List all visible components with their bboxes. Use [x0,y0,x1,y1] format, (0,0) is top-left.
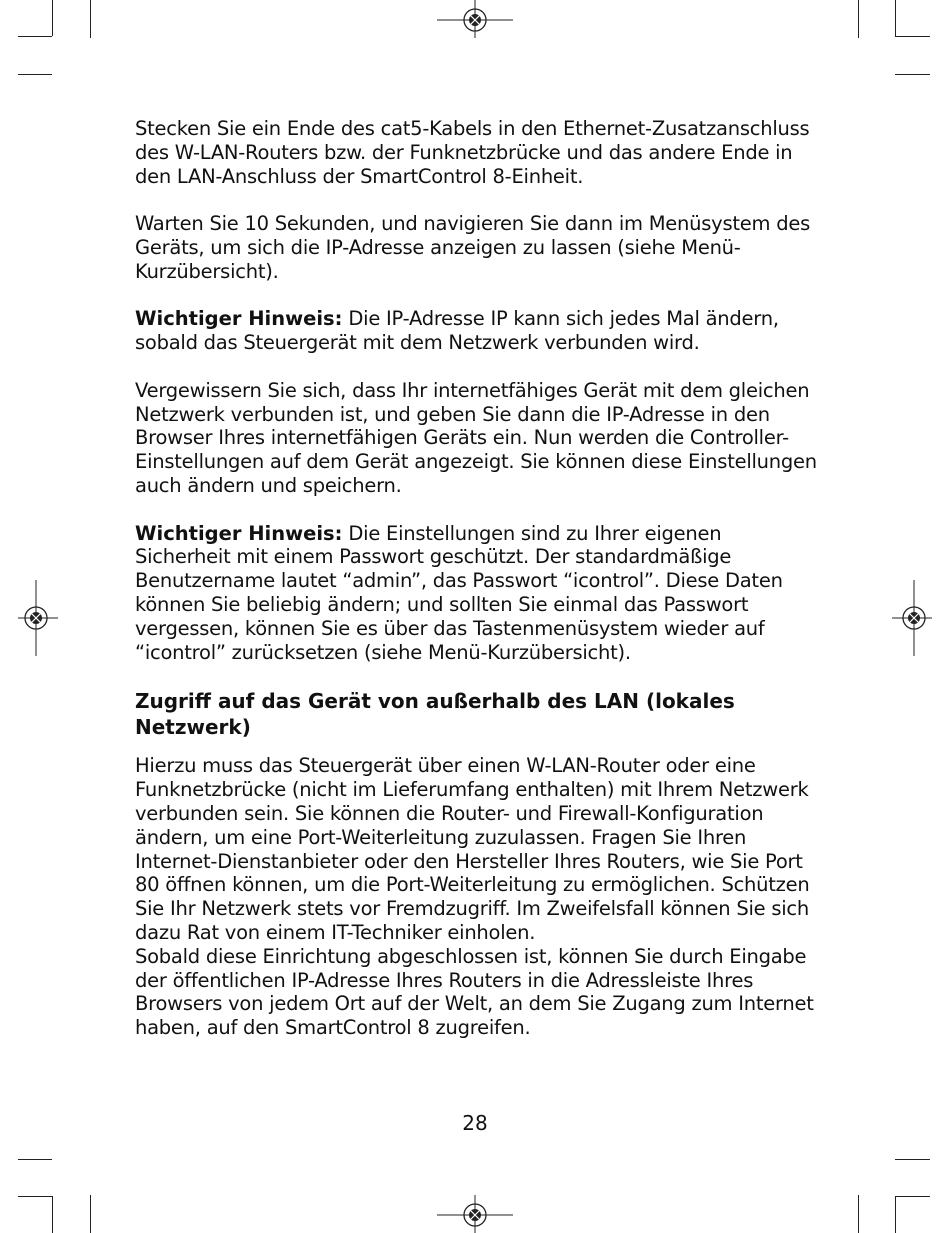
crop-mark [895,0,896,36]
page-number: 28 [462,1111,488,1135]
page-body [135,117,820,1040]
paragraph-port-forwarding: Hierzu muss das Steuergerät über einen W-LAN-Router oder eine Funknetzbrücke (nicht im Lieferumfang enthalten) mit Ihrem Netzwerk verbunden sein. Sie können die Router- und Firewall-Konfiguration ändern, um eine Port-Weiterleitung zuzulassen. Fragen Sie Ihren Internet-Dienstanbieter oder den Hersteller Ihres Routers, wie Sie Port 80 öffnen können, um die Port-Weiterleitung zu ermöglichen. Schützen Sie Ihr Netzwerk stets vor Fremdzugriff. Im Zweifelsfall können Sie sich dazu Rat von einem IT-Techniker einholen. [135,754,810,944]
registration-mark-icon [437,0,513,42]
crop-mark [18,36,52,37]
registration-mark-icon [437,1195,513,1233]
crop-mark [90,1195,91,1233]
crop-mark [52,1196,53,1233]
crop-mark [858,1195,859,1233]
crop-mark [90,0,91,38]
paragraph-browser-access: Vergewissern Sie sich, dass Ihr internetfähiges Gerät mit dem gleichen Netzwerk verbunden ist, und geben Sie dann die IP-Adresse in den Browser Ihres internetfähigen Geräts ein. Nun werden die Controller-Einstellungen auf dem Gerät angezeigt. Sie können diese Einstellungen auch ändern und speichern. [135,378,817,497]
crop-mark [895,1196,896,1233]
registration-mark-icon [14,580,58,656]
crop-mark [895,1196,930,1197]
crop-mark [895,36,930,37]
note-label: Wichtiger Hinweis: [135,307,343,331]
paragraph-ethernet-connection: Stecken Sie ein Ende des cat5-Kabels in den Ethernet-Zusatzanschluss des W-LAN-Routers bzw. der Funknetzbrücke und das andere Ende in den LAN-Anschluss der SmartControl 8-Einheit. [135,117,810,188]
crop-mark [52,0,53,36]
crop-mark [895,1159,930,1160]
registration-mark-icon [892,580,936,656]
crop-mark [895,74,930,75]
note-text: Die Einstellungen sind zu Ihrer eigenen Sicherheit mit einem Passwort geschützt. Der standardmäßige Benutzername lautet “admin”, das Passwort “icontrol”. Diese Daten können Sie beliebig ändern; und sollten Sie einmal das Passwort vergessen, können Sie es über das Tastenmenüsystem wieder auf “icontrol” zurücksetzen (siehe Menü-Kurzübersicht). [135,521,783,664]
paragraph-remote-access: Sobald diese Einrichtung abgeschlossen ist, können Sie durch Eingabe der öffentlichen IP-Adresse Ihres Routers in die Adressleiste Ihres Browsers von jedem Ort auf der Welt, an dem Sie Zugang zum Internet haben, auf den SmartControl 8 zugreifen. [135,944,814,1040]
crop-mark [858,0,859,38]
note-ip-address-change [135,307,820,355]
crop-mark [18,1196,52,1197]
note-text: Die IP-Adresse IP kann sich jedes Mal ändern, sobald das Steuergerät mit dem Netzwerk verbunden wird. [135,307,779,355]
crop-mark [18,74,52,75]
crop-mark [18,1159,52,1160]
note-password-protection [135,522,820,665]
paragraph-ip-address-display: Warten Sie 10 Sekunden, und navigieren Sie dann im Menüsystem des Geräts, um sich die IP-Adresse anzeigen zu lassen (siehe Menü-Kurzübersicht). [135,212,810,283]
note-label: Wichtiger Hinweis: [135,521,343,545]
section-heading: Zugriff auf das Gerät von außerhalb des LAN (lokales Netzwerk) [135,689,735,740]
